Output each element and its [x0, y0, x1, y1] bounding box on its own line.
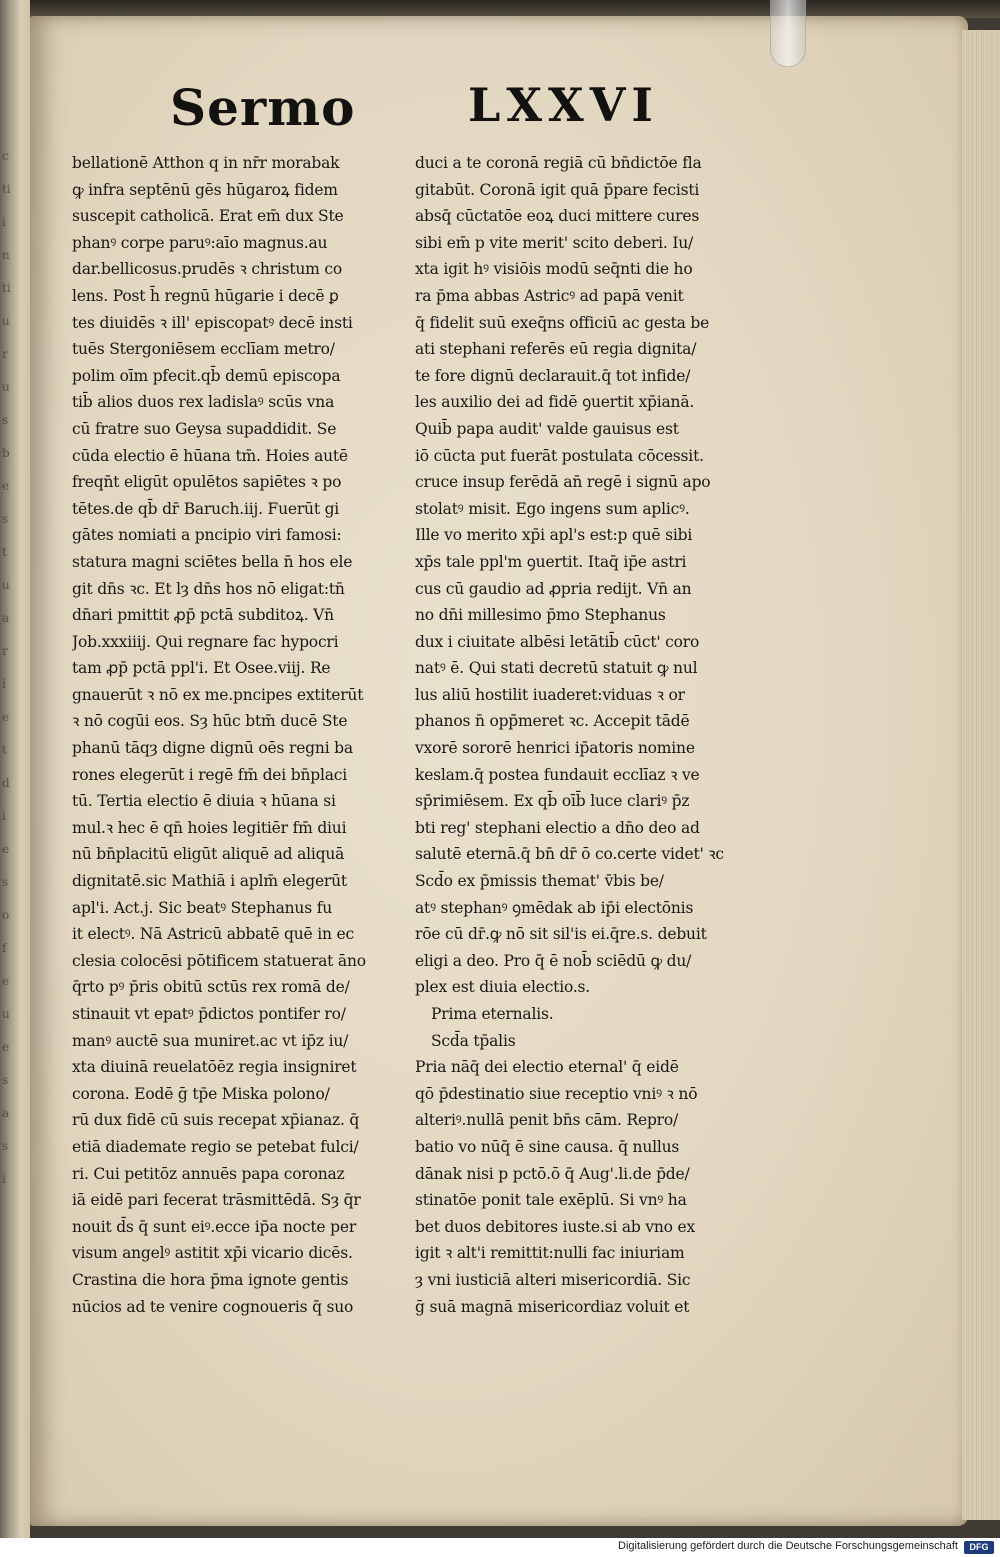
left-column-line: Crastina die hora p̄ma ignote gentis	[72, 1270, 349, 1289]
left-column-line: visum angelꝰ astitit xp̄i vicario dicēs.	[72, 1244, 353, 1263]
left-column-line: tū. Tertia electio ē diuia ꝛ hūana si	[72, 792, 336, 811]
edge-glyph: r	[2, 644, 8, 658]
page-stack-edge	[962, 30, 1000, 1520]
right-column-line: stolatꝰ misit. Ego ingens sum aplicꝰ.	[415, 499, 690, 518]
right-column-line: xp̄s tale ppl'm ꝯuertit. Itaq̄ ip̄e astri	[415, 552, 687, 571]
edge-glyph: i	[2, 215, 6, 229]
right-column-line: alteriꝰ.nullā penit bn̄s cām. Repro/	[415, 1111, 679, 1130]
edge-glyph: u	[2, 1007, 10, 1021]
text-column-right	[415, 150, 760, 1320]
left-column-line: Job.xxxiiij. Qui regnare fac hypocri	[72, 632, 339, 651]
edge-glyph: d	[2, 776, 10, 790]
left-column-line: cūda electio ē hūana tm̄. Hoies autē	[72, 446, 348, 465]
facing-page-edge	[0, 0, 30, 1538]
right-column-line: rōe cū dr̄.ꝙ nō sit sil'is ei.q̄re.s. debuit	[415, 925, 707, 944]
left-column-line: freqn̄t eligūt opulētos sapiētes ꝛ po	[72, 473, 342, 492]
left-column-line: mul.ꝛ hec ē qn̄ hoies legitiēr fm̄ diui	[72, 818, 347, 837]
left-column-line: nouit d̄s q̄ sunt eiꝰ.ecce ip̄a nocte per	[72, 1217, 357, 1236]
right-column-line: igit ꝛ alt'i remittit:nulli fac iniuriam	[415, 1244, 685, 1263]
edge-glyph: u	[2, 578, 10, 592]
right-column-line: gitabūt. Coronā igit quā p̄pare fecisti	[415, 180, 700, 199]
edge-glyph: ti	[2, 281, 11, 295]
right-column-line: cus cū gaudio ad ꝓpria redijt. Vn̄ an	[415, 579, 692, 598]
right-column-line: vxorē sororē henrici ip̄atoris nomine	[415, 739, 695, 758]
right-column-line: no dn̄i millesimo p̄mo Stephanus	[415, 606, 666, 625]
right-column-line: lus aliū hostilit iuaderet:viduas ꝛ or	[415, 685, 685, 704]
left-column-line: bellationē Atthon q in nr̄r morabak	[72, 154, 340, 172]
edge-glyph: t	[2, 743, 7, 757]
left-column-line: statura magni sciētes bella n̄ hos ele	[72, 552, 353, 571]
right-column-line: eligi a deo. Pro q̄ ē nob̄ sciēdū ꝙ du/	[415, 951, 692, 970]
right-column-line: te fore dignū declarauit.q̄ tot infide/	[415, 366, 691, 385]
left-column-line: ꝙ infra septēnū gēs hūgaroꝝ fidem	[72, 180, 338, 199]
right-column-line: Scd̄a tp̄alis	[431, 1031, 516, 1050]
edge-glyph: o	[2, 908, 10, 922]
right-column-line: qō p̄destinatio siue receptio vniꝰ ꝛ nō	[415, 1084, 698, 1103]
right-column-line: ati stephani referēs eū regia dignita/	[415, 340, 697, 359]
right-column-line: ȝ vni iusticiā alteri misericordiā. Sic	[415, 1270, 691, 1289]
right-column-line: sp̄rimiēsem. Ex qb̄ oīb̄ luce clariꝰ p̄z	[415, 792, 690, 811]
edge-glyph: f	[2, 941, 7, 955]
right-column-line: cruce insup ferēdā an̄ regē i signū apo	[415, 473, 711, 492]
right-column-line: bet duos debitores iuste.si ab vno ex	[415, 1217, 696, 1236]
right-column-line: Quib̄ papa audit' valde gauisus est	[415, 419, 679, 438]
left-column-line: manꝰ auctē sua muniret.ac vt ip̄z iu/	[72, 1031, 349, 1050]
running-head-sermo: Sermo	[170, 78, 356, 137]
left-column-line: dignitatē.sic Mathiā i aplm̄ elegerūt	[72, 872, 347, 891]
left-column-line: gātes nomiati a pncipio viri famosi:	[72, 526, 342, 545]
right-column-line: absq̄ cūctatōe eoꝝ duci mittere cures	[415, 207, 700, 226]
right-column-line: Scd̄o ex p̄missis themat' v̄bis be/	[415, 872, 664, 891]
left-column-line: tuēs Stergoniēsem ecclīam metro/	[72, 340, 335, 359]
left-column-line: tam ꝓp̄ pctā ppl'i. Et Osee.viij. Re	[72, 659, 331, 678]
funding-credit: Digitalisierung gefördert durch die Deutsche Forschungsgemeinschaft	[618, 1540, 958, 1552]
right-column-line: natꝰ ē. Qui stati decretū statuit ꝙ nul	[415, 659, 698, 678]
right-column-line: ra p̄ma abbas Astricꝰ ad papā venit	[415, 286, 684, 305]
right-column-line: phanos n̄ opp̄meret ꝛc. Accepit tādē	[415, 712, 690, 731]
right-column-line: iō cūcta put fuerāt postulata cōcessit.	[415, 446, 704, 465]
edge-glyph: s	[2, 1139, 9, 1153]
edge-glyph: s	[2, 1073, 9, 1087]
right-column-line: les auxilio dei ad fidē ꝯuertit xp̄ianā.	[415, 393, 695, 412]
left-column-line: dar.bellicosus.prudēs ꝛ christum co	[72, 260, 342, 279]
right-column-line: stinatōe ponit tale exēplū. Si vnꝰ ha	[415, 1191, 687, 1210]
left-column-line: ꝛ nō cogūi eos. Sȝ hūc btm̄ ducē Ste	[72, 712, 348, 731]
left-column-line: xta diuinā reuelatōēz regia insigniret	[72, 1058, 357, 1077]
left-column-line: apl'i. Act.j. Sic beatꝰ Stephanus fu	[72, 898, 333, 917]
running-head-folio: LXXVI	[468, 78, 659, 132]
left-column-line: phanꝰ corpe paruꝰ:aīo magnus.au	[72, 233, 328, 252]
footer-credit-bar	[0, 1538, 1000, 1557]
right-column-line: plex est diuia electio.s.	[415, 978, 591, 997]
right-column-line: ḡ suā magnā misericordiaz voluit et	[415, 1297, 690, 1316]
left-column-line: lens. Post h̄ regnū hūgarie i decē ꝑ	[72, 286, 339, 305]
right-column-line: Prima eternalis.	[431, 1005, 554, 1023]
left-column-line: etiā diademate regio se petebat fulci/	[72, 1137, 359, 1156]
edge-glyph: s	[2, 512, 9, 526]
edge-glyph: e	[2, 710, 10, 724]
left-column-line: it electꝰ. Nā Astricū abbatē quē in ec	[72, 925, 354, 944]
left-column-line: clesia colocēsi pōtificem statuerat āno	[72, 951, 366, 970]
edge-glyph: i	[2, 677, 6, 691]
left-column-line: q̄rto pꝰ p̄ris obitū sctūs rex romā de/	[72, 978, 350, 997]
edge-glyph: e	[2, 974, 10, 988]
left-column-line: tētes.de qb̄ dr̄ Baruch.iij. Fuerūt gi	[72, 499, 340, 518]
edge-glyph: s	[2, 875, 9, 889]
left-column-line: nū bn̄placitū eligūt aliquē ad aliquā	[72, 845, 345, 864]
edge-glyph: n	[2, 248, 10, 262]
facing-page-glyphs	[2, 140, 26, 1196]
edge-glyph: u	[2, 380, 10, 394]
left-column-line: rones elegerūt i regē fm̄ dei bn̄placi	[72, 765, 348, 784]
right-column-line: xta igit hꝰ visiōis modū seq̄nti die ho	[415, 260, 693, 279]
edge-glyph: ti	[2, 182, 11, 196]
left-column-line: git dn̄s ꝛc. Et lȝ dn̄s hos nō eligat:tn̄	[72, 579, 345, 598]
dfg-logo: DFG	[964, 1541, 994, 1554]
left-column-line: iā eidē pari fecerat trāsmittēdā. Sȝ q̄r	[72, 1191, 361, 1210]
left-column-line: polim oīm pfecit.qb̄ demū episcopa	[72, 366, 341, 385]
edge-glyph: b	[2, 446, 10, 460]
edge-glyph: a	[2, 611, 10, 625]
text-column-left	[72, 150, 410, 1320]
left-column-line: dn̄ari pmittit ꝓp̄ pctā subditoꝝ. Vn̄	[72, 606, 334, 625]
left-column-line: suscepit catholicā. Erat em̄ dux Ste	[72, 207, 344, 226]
right-column-line: q̄ fidelit suū exeq̄ns officiū ac gesta be	[415, 313, 710, 332]
left-column-line: phanū tāqȝ digne dignū oēs regni ba	[72, 739, 353, 758]
edge-glyph: r	[2, 347, 8, 361]
left-column-line: tes diuidēs ꝛ ill' episcopatꝰ decē insti	[72, 313, 353, 332]
left-column-line: cū fratre suo Geysa supaddidit. Se	[72, 419, 337, 438]
edge-glyph: i	[2, 1172, 6, 1186]
right-column-line: dux i ciuitate albēsi letātib̄ cūct' coro	[415, 632, 700, 651]
right-column-line: sibi em̄ p vite merit' scito deberi. Iu/	[415, 233, 694, 252]
right-column-line: dānak nisi p pctō.ō q̄ Aug'.li.de p̄de/	[415, 1164, 690, 1183]
right-column-line: duci a te coronā regiā cū bn̄dictōe fla	[415, 154, 702, 172]
right-column-line: bti reg' stephani electio a dn̄o deo ad	[415, 818, 700, 837]
edge-glyph: e	[2, 479, 10, 493]
left-column-line: stinauit vt epatꝰ p̄dictos pontifer ro/	[72, 1005, 346, 1023]
edge-glyph: e	[2, 842, 10, 856]
left-column-line: corona. Eodē ḡ tp̄e Miska polono/	[72, 1084, 330, 1103]
edge-glyph: i	[2, 809, 6, 823]
right-column-line: atꝰ stephanꝰ ꝯmēdak ab ip̄i electōnis	[415, 898, 694, 917]
page-clip	[770, 0, 806, 67]
right-column-line: salutē eternā.q̄ bn̄ dr̄ ō co.certe videt' ꝛc	[415, 845, 724, 864]
right-column-line: batio vo nūq̄ ē sine causa. q̄ nullus	[415, 1137, 680, 1156]
left-column-line: nūcios ad te venire cognoueris q̄ suo	[72, 1297, 354, 1316]
right-column-line: keslam.q̄ postea fundauit ecclīaz ꝛ ve	[415, 765, 700, 784]
edge-glyph: c	[2, 149, 9, 163]
right-column-line: Ille vo merito xp̄i apl's est:p quē sibi	[415, 526, 693, 545]
left-column-line: tib̄ alios duos rex ladislaꝰ scūs vna	[72, 393, 335, 412]
left-column-line: rū dux fidē cū suis recepat xp̄ianaz. q̄	[72, 1111, 360, 1130]
edge-glyph: u	[2, 314, 10, 328]
left-column-line: ri. Cui petitōz annuēs papa coronaz	[72, 1164, 345, 1183]
left-column-line: gnauerūt ꝛ nō ex me.pncipes extiterūt	[72, 685, 364, 704]
edge-glyph: s	[2, 413, 9, 427]
right-column-line: Pria nāq̄ dei electio eternal' q̄ eidē	[415, 1058, 679, 1077]
edge-glyph: e	[2, 1040, 10, 1054]
edge-glyph: a	[2, 1106, 10, 1120]
edge-glyph: t	[2, 545, 7, 559]
